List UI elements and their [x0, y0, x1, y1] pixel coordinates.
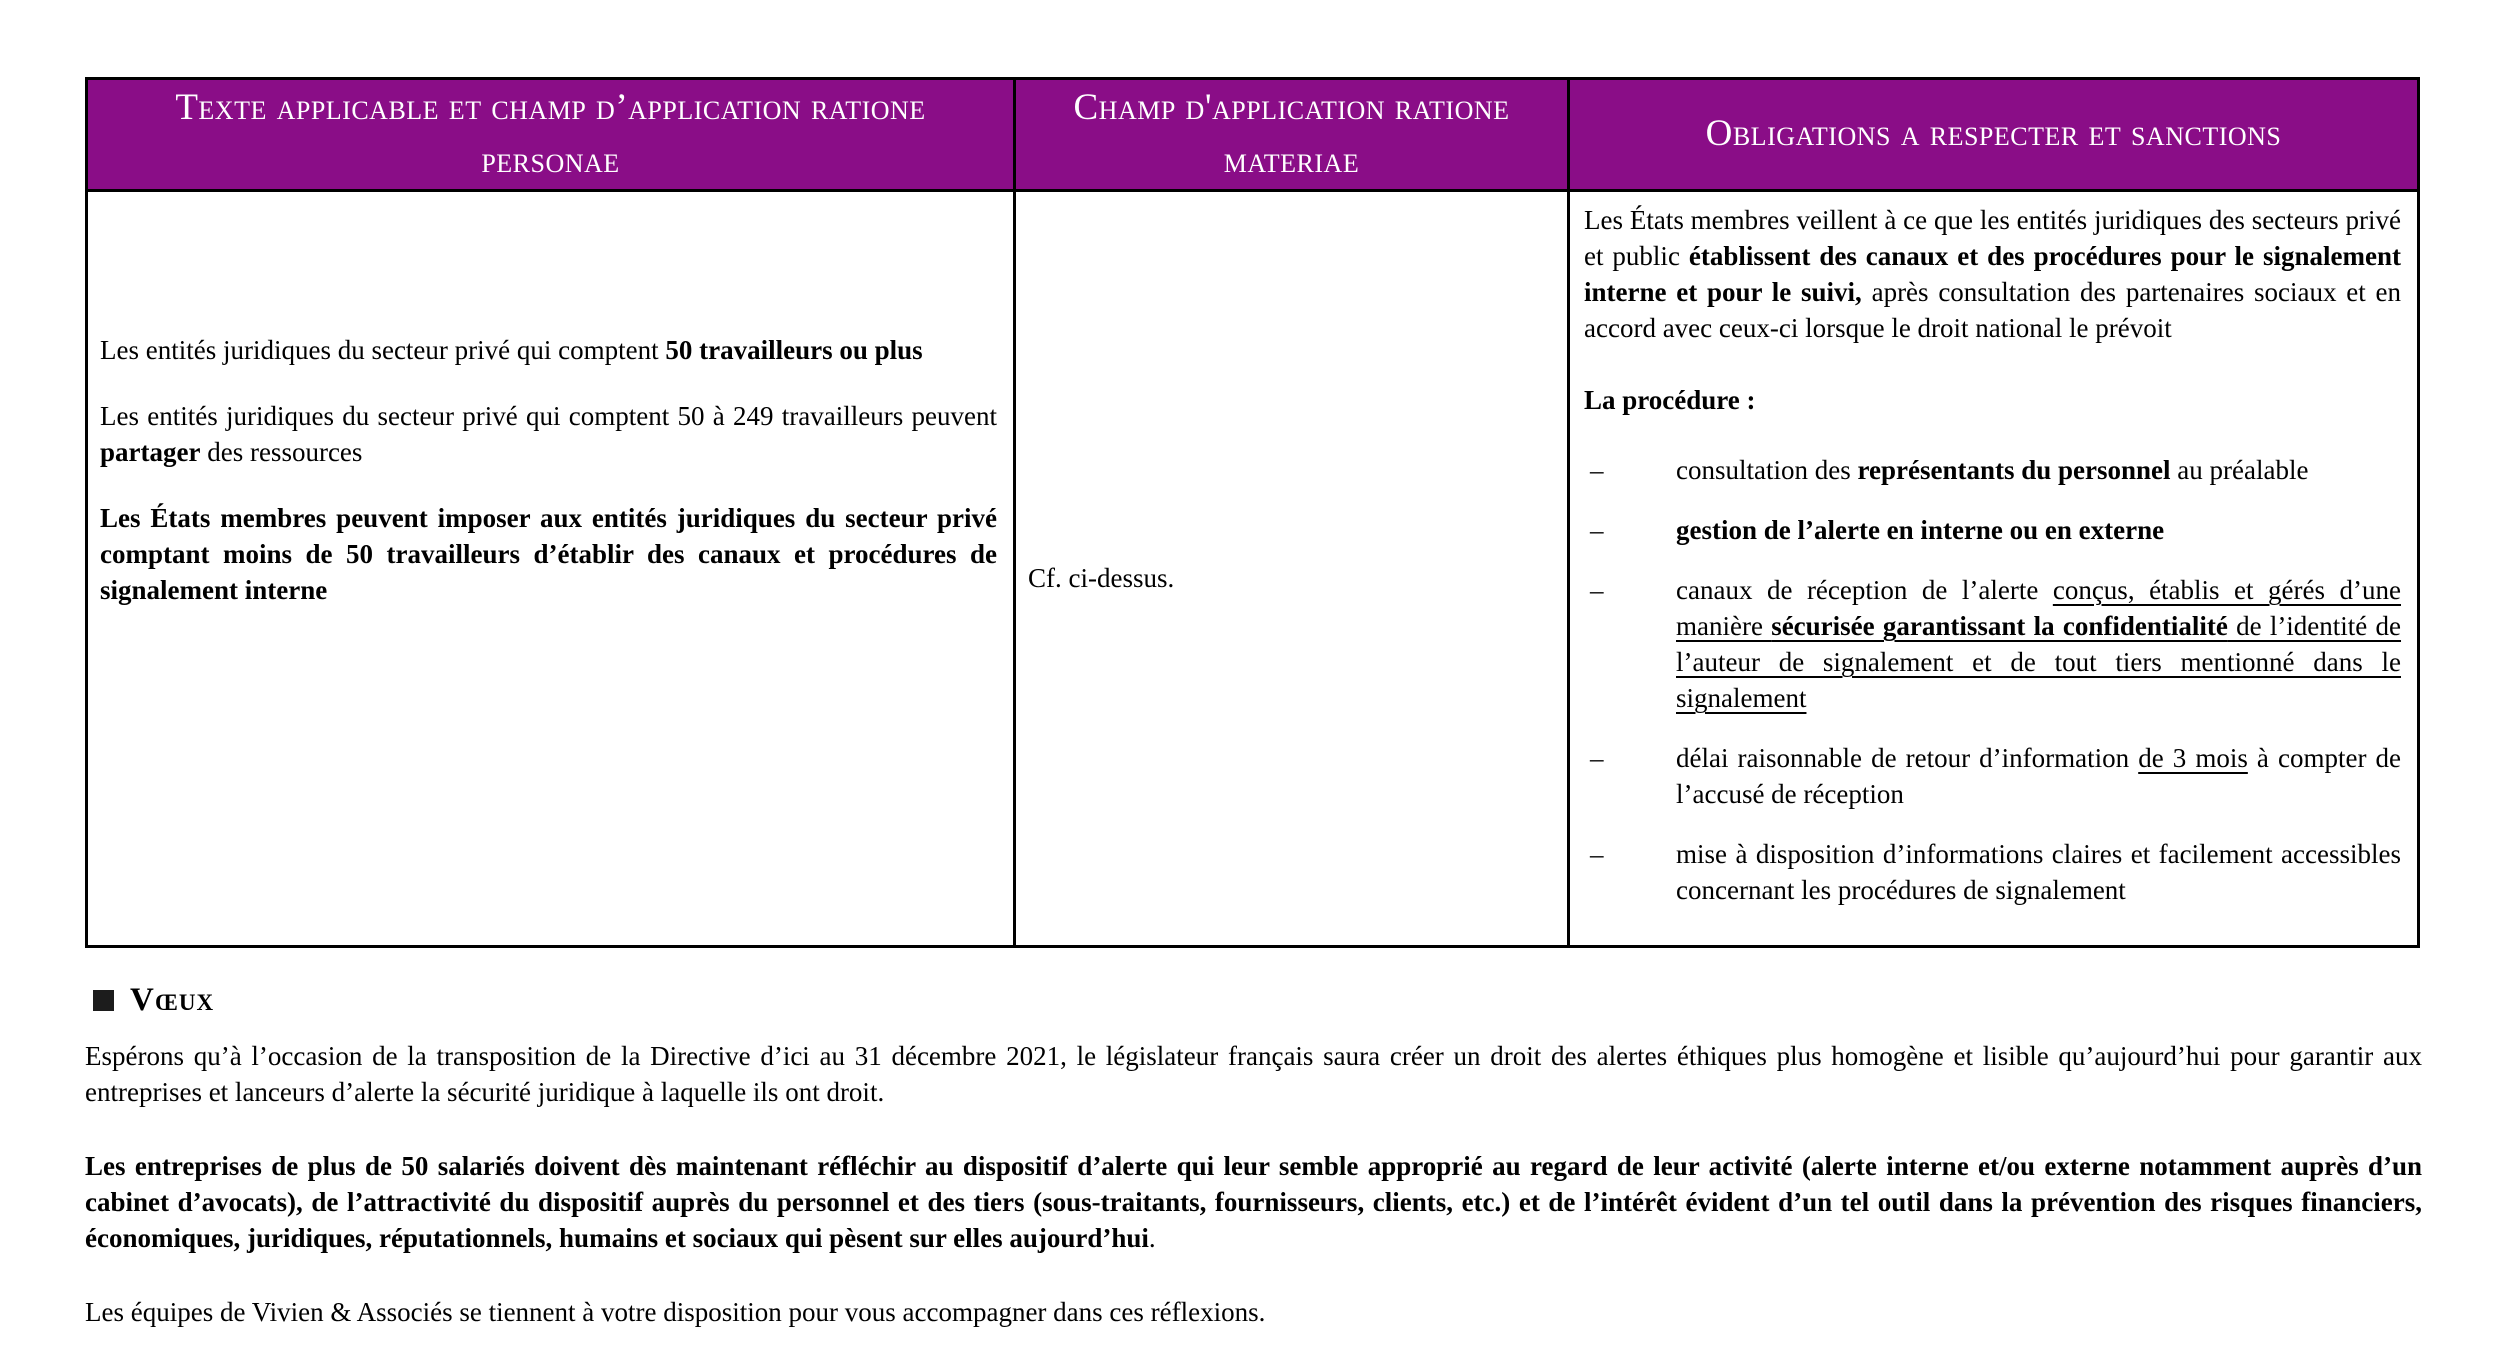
paragraph-entites-50-249: Les entités juridiques du secteur privé qui comptent 50 à 249 travailleurs peuvent partager des ressources: [100, 401, 997, 467]
directive-table: [85, 77, 2420, 948]
paragraph-entites-50-ou-plus: Les entités juridiques du secteur privé qui comptent 50 travailleurs ou plus: [100, 335, 923, 365]
obligations-list: [1584, 452, 2401, 908]
dash-bullet-icon: –: [1590, 839, 1604, 869]
voeux-section: [85, 1038, 2422, 1330]
list-item: [1584, 836, 2401, 908]
list-item-text: canaux de réception de l’alerte conçus, établis et gérés d’une manière sécurisée garantissant la confidentialité de l’identité de l’auteur de signalement et de tout tiers mentionné dans le signalement: [1676, 575, 2402, 713]
paragraph-entreprises-50-salaries: Les entreprises de plus de 50 salariés doivent dès maintenant réfléchir au dispositif d’alerte qui leur semble approprié au regard de leur activité (alerte interne et/ou externe notamment auprès d’un cabinet d’avocats), de l’attractivité du dispositif auprès du personnel et des tiers (sous-traitants, fournisseurs, clients, etc.) et de l’intérêt évident d’un tel outil dans la prévention des risques financiers, économiques, juridiques, réputationnels, humains et sociaux qui pèsent sur elles aujourd’hui.: [85, 1151, 2422, 1253]
procedure-title: La procédure :: [1584, 385, 1756, 415]
cf-ci-dessus-text: Cf. ci-dessus.: [1028, 563, 1175, 593]
cell-ratione-materiae: [1013, 192, 1570, 945]
dash-bullet-icon: –: [1590, 743, 1604, 773]
table-header-ratione-personae: Texte applicable et champ d’application ratione personae: [175, 86, 926, 181]
list-item-text: gestion de l’alerte en interne ou en externe: [1676, 515, 2165, 545]
list-item-text: mise à disposition d’informations claires et facilement accessibles concernant les procédures de signalement: [1676, 839, 2401, 905]
dash-bullet-icon: –: [1590, 515, 1604, 545]
dash-bullet-icon: –: [1590, 575, 1604, 605]
table-body-row: [88, 192, 2417, 945]
list-item-text: délai raisonnable de retour d’information de 3 mois à compter de l’accusé de réception: [1676, 743, 2401, 809]
paragraph-esperons-transposition: Espérons qu’à l’occasion de la transposition de la Directive d’ici au 31 décembre 2021, le législateur français saura créer un droit des alertes éthiques plus homogène et lisible qu’aujourd’hui pour garantir aux entreprises et lanceurs d’alerte la sécurité juridique à laquelle ils ont droit.: [85, 1041, 2422, 1107]
paragraph-etats-membres-imposer: Les États membres peuvent imposer aux entités juridiques du secteur privé comptant moins de 50 travailleurs d’établir des canaux et procédures de signalement interne: [100, 503, 997, 605]
voeux-heading: [93, 984, 214, 1017]
list-item: [1584, 452, 2401, 488]
square-bullet-icon: [93, 990, 114, 1011]
list-item-text: consultation des représentants du personnel au préalable: [1676, 455, 2309, 485]
cell-ratione-personae: [88, 192, 1013, 945]
paragraph-etats-membres-veillent: Les États membres veillent à ce que les entités juridiques des secteurs privé et public établissent des canaux et des procédures pour le signalement interne et pour le suivi, après consultation des partenaires sociaux et en accord avec ceux-ci lorsque le droit national le prévoit: [1584, 205, 2401, 343]
list-item: [1584, 512, 2401, 548]
list-item: [1584, 740, 2401, 812]
voeux-heading-label: Vœux: [130, 982, 215, 1018]
table-header-row: [88, 80, 2417, 192]
table-header-obligations-sanctions: Obligations a respecter et sanctions: [1705, 113, 2282, 155]
paragraph-equipes-vivien-associes: Les équipes de Vivien & Associés se tiennent à votre disposition pour vous accompagner dans ces réflexions.: [85, 1297, 1266, 1327]
cell-obligations-sanctions: [1570, 192, 2417, 945]
table-header-ratione-materiae: Champ d'application ratione materiae: [1013, 80, 1570, 189]
list-item: [1584, 572, 2401, 716]
dash-bullet-icon: –: [1590, 455, 1604, 485]
